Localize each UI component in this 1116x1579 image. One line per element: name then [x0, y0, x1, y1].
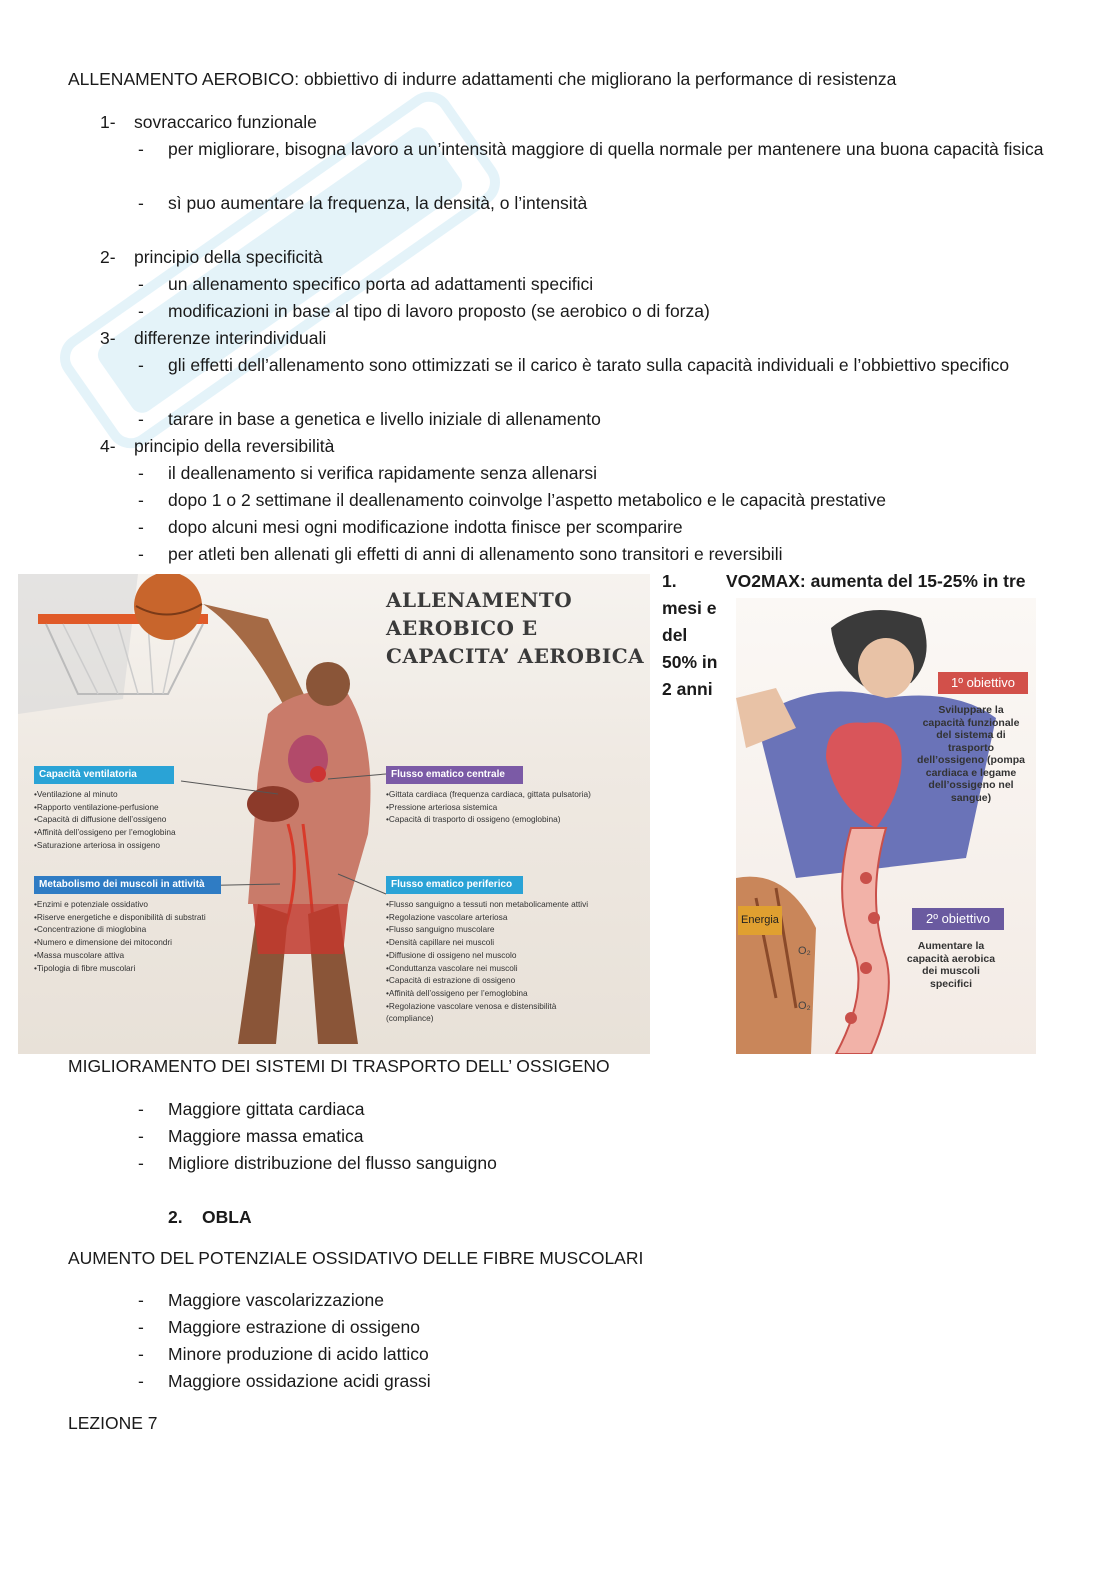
list-item: • Rapporto ventilazione-perfusione — [34, 801, 234, 814]
aerobic-capacity-figure — [18, 574, 650, 1054]
principle-title: differenze interindividuali — [134, 328, 327, 348]
info-box-ventilatoria — [34, 766, 234, 852]
list-item: • Massa muscolare attiva — [34, 949, 234, 962]
objective-line: Aumentare la — [917, 940, 985, 952]
objective-line: del sistema di — [936, 729, 1006, 741]
info-box-heading: Flusso ematico periferico — [386, 876, 523, 894]
bullet-text: Maggiore estrazione di ossigeno — [168, 1317, 420, 1337]
oxygen-transport-figure — [736, 598, 1036, 1054]
energia-label: Energia — [738, 906, 782, 935]
list-item: • Affinità dell’ossigeno per l’emoglobina — [386, 987, 606, 1000]
bullet-text: per atleti ben allenati gli effetti di anni di allenamento sono transitori e reversibili — [168, 544, 783, 564]
list-item: • Flusso sanguigno muscolare — [386, 923, 606, 936]
objective-line: capacità aerobica — [906, 952, 996, 965]
side-note-line: 50% in — [662, 652, 718, 672]
info-box-heading: Metabolismo dei muscoli in attività — [34, 876, 221, 894]
bullet-dash: - — [138, 1153, 144, 1173]
principle-number: 3- — [100, 328, 116, 348]
list-item: • Capacità di trasporto di ossigeno (emoglobina) — [386, 813, 606, 826]
list-item: • Tipologia di fibre muscolari — [34, 962, 234, 975]
bullet-text: gli effetti dell’allenamento sono ottimizzati se il carico è tarato sulla capacità individuali e l’obbiettivo specifico — [168, 355, 1010, 375]
list-item: • Densità capillare nei muscoli — [386, 936, 606, 949]
section-heading: MIGLIORAMENTO DEI SISTEMI DI TRASPORTO DELL’ OSSIGENO — [68, 1056, 610, 1076]
info-box-centrale — [386, 766, 606, 826]
objective-line: sangue) — [950, 791, 992, 804]
objective-line: capacità funzionale — [922, 716, 1020, 729]
principle-number: 2- — [100, 247, 116, 267]
section-label: OBLA — [202, 1207, 252, 1227]
bullet-text: dopo 1 o 2 settimane il deallenamento coinvolge l’aspetto metabolico e le capacità prestative — [168, 490, 886, 510]
principle-title: principio della reversibilità — [134, 436, 335, 456]
info-box-heading: Flusso ematico centrale — [386, 766, 523, 784]
list-item: • Affinità dell’ossigeno per l’emoglobina — [34, 826, 234, 839]
info-box-heading: Capacità ventilatoria — [34, 766, 174, 784]
lesson-label: LEZIONE 7 — [68, 1413, 158, 1433]
figure-title-line: AEROBICO E — [386, 616, 538, 640]
list-item: • Enzimi e potenziale ossidativo — [34, 898, 234, 911]
list-item: • Numero e dimensione dei mitocondri — [34, 936, 234, 949]
list-item: • Flusso sanguigno a tessuti non metabolicamente attivi — [386, 898, 606, 911]
bullet-dash: - — [138, 1290, 144, 1310]
bullet-dash: - — [138, 463, 144, 483]
section-number: 2. — [168, 1207, 183, 1227]
objective-line: dell’ossigeno (pompa — [917, 754, 1025, 766]
list-item: • Ventilazione al minuto — [34, 788, 234, 801]
side-note-line: mesi e — [662, 598, 717, 618]
side-note-number: 1. — [662, 571, 677, 591]
bullet-text: sì puo aumentare la frequenza, la densità, o l’intensità — [168, 193, 588, 213]
objective-line: cardiaca e legame — [925, 766, 1017, 779]
side-note-first-line: VO2MAX: aumenta del 15-25% in tre — [726, 571, 1026, 591]
info-box-list — [386, 788, 606, 826]
bullet-text: Migliore distribuzione del flusso sanguigno — [168, 1153, 497, 1173]
list-item: • Pressione arteriosa sistemica — [386, 801, 606, 814]
figure-title — [386, 586, 650, 670]
side-note-line: 2 anni — [662, 679, 713, 699]
o2-label: O₂ — [798, 1000, 811, 1012]
bullet-dash: - — [138, 1371, 144, 1391]
principle-number: 1- — [100, 112, 116, 132]
objective-line: dell’ossigeno nel — [928, 779, 1014, 791]
info-box-metabolismo — [34, 876, 234, 974]
list-item: • Regolazione vascolare arteriosa — [386, 911, 606, 924]
info-box-periferico — [386, 876, 606, 1025]
bullet-text: tarare in base a genetica e livello iniziale di allenamento — [168, 409, 601, 429]
bullet-dash: - — [138, 517, 144, 537]
list-item: • Capacità di estrazione di ossigeno — [386, 974, 606, 987]
second-objective-text — [886, 940, 1016, 990]
bullet-dash: - — [138, 544, 144, 564]
bullet-text: Maggiore vascolarizzazione — [168, 1290, 384, 1310]
intro-heading: ALLENAMENTO AEROBICO: obbiettivo di indurre adattamenti che migliorano la performance di resistenza — [68, 69, 897, 89]
first-objective-text — [906, 704, 1036, 804]
bullet-dash: - — [138, 139, 144, 159]
bullet-text: il deallenamento si verifica rapidamente senza allenarsi — [168, 463, 597, 483]
bullet-dash: - — [138, 355, 144, 375]
o2-label: O₂ — [798, 945, 811, 957]
principle-title: sovraccarico funzionale — [134, 112, 317, 132]
bullet-text: Maggiore massa ematica — [168, 1126, 364, 1146]
bullet-text: un allenamento specifico porta ad adattamenti specifici — [168, 274, 594, 294]
bullet-dash: - — [138, 490, 144, 510]
bullet-dash: - — [138, 1126, 144, 1146]
list-item: • Saturazione arteriosa in ossigeno — [34, 839, 234, 852]
bullet-dash: - — [138, 301, 144, 321]
info-box-list — [34, 788, 234, 852]
bullet-text: Minore produzione di acido lattico — [168, 1344, 429, 1364]
list-item: • Riserve energetiche e disponibilità di substrati — [34, 911, 234, 924]
list-item: • Conduttanza vascolare nei muscoli — [386, 962, 606, 975]
bullet-text: modificazioni in base al tipo di lavoro proposto (se aerobico o di forza) — [168, 301, 710, 321]
bullet-dash: - — [138, 274, 144, 294]
info-box-list — [34, 898, 234, 974]
bullet-dash: - — [138, 409, 144, 429]
bullet-text: per migliorare, bisogna lavoro a un’intensità maggiore di quella normale per mantenere una buona capacità fisica — [168, 139, 1044, 159]
bullet-text: dopo alcuni mesi ogni modificazione indotta finisce per scomparire — [168, 517, 683, 537]
bullet-dash: - — [138, 1099, 144, 1119]
bullet-dash: - — [138, 193, 144, 213]
list-item: • Capacità di diffusione dell’ossigeno — [34, 813, 234, 826]
objective-line: specifici — [929, 977, 973, 990]
principle-title: principio della specificità — [134, 247, 323, 267]
objective-line: Sviluppare la — [938, 704, 1004, 716]
principle-number: 4- — [100, 436, 116, 456]
objective-line: dei muscoli — [922, 965, 980, 977]
figure-title-line: ALLENAMENTO — [386, 588, 573, 612]
info-box-list — [386, 898, 606, 1025]
second-objective-badge: 2º obiettivo — [912, 908, 1004, 930]
list-item: • Regolazione vascolare venosa e distensibilità (compliance) — [386, 1000, 606, 1025]
figure-title-line: CAPACITA’ AEROBICA — [386, 644, 645, 668]
list-item: • Concentrazione di mioglobina — [34, 923, 234, 936]
bullet-dash: - — [138, 1317, 144, 1337]
list-item: • Diffusione di ossigeno nel muscolo — [386, 949, 606, 962]
list-item: • Gittata cardiaca (frequenza cardiaca, gittata pulsatoria) — [386, 788, 606, 801]
first-objective-badge: 1º obiettivo — [938, 672, 1028, 694]
bullet-dash: - — [138, 1344, 144, 1364]
section-heading: AUMENTO DEL POTENZIALE OSSIDATIVO DELLE FIBRE MUSCOLARI — [68, 1248, 644, 1268]
side-note-line: del — [662, 625, 688, 645]
objective-line: trasporto — [947, 741, 995, 754]
bullet-text: Maggiore ossidazione acidi grassi — [168, 1371, 431, 1391]
bullet-text: Maggiore gittata cardiaca — [168, 1099, 365, 1119]
